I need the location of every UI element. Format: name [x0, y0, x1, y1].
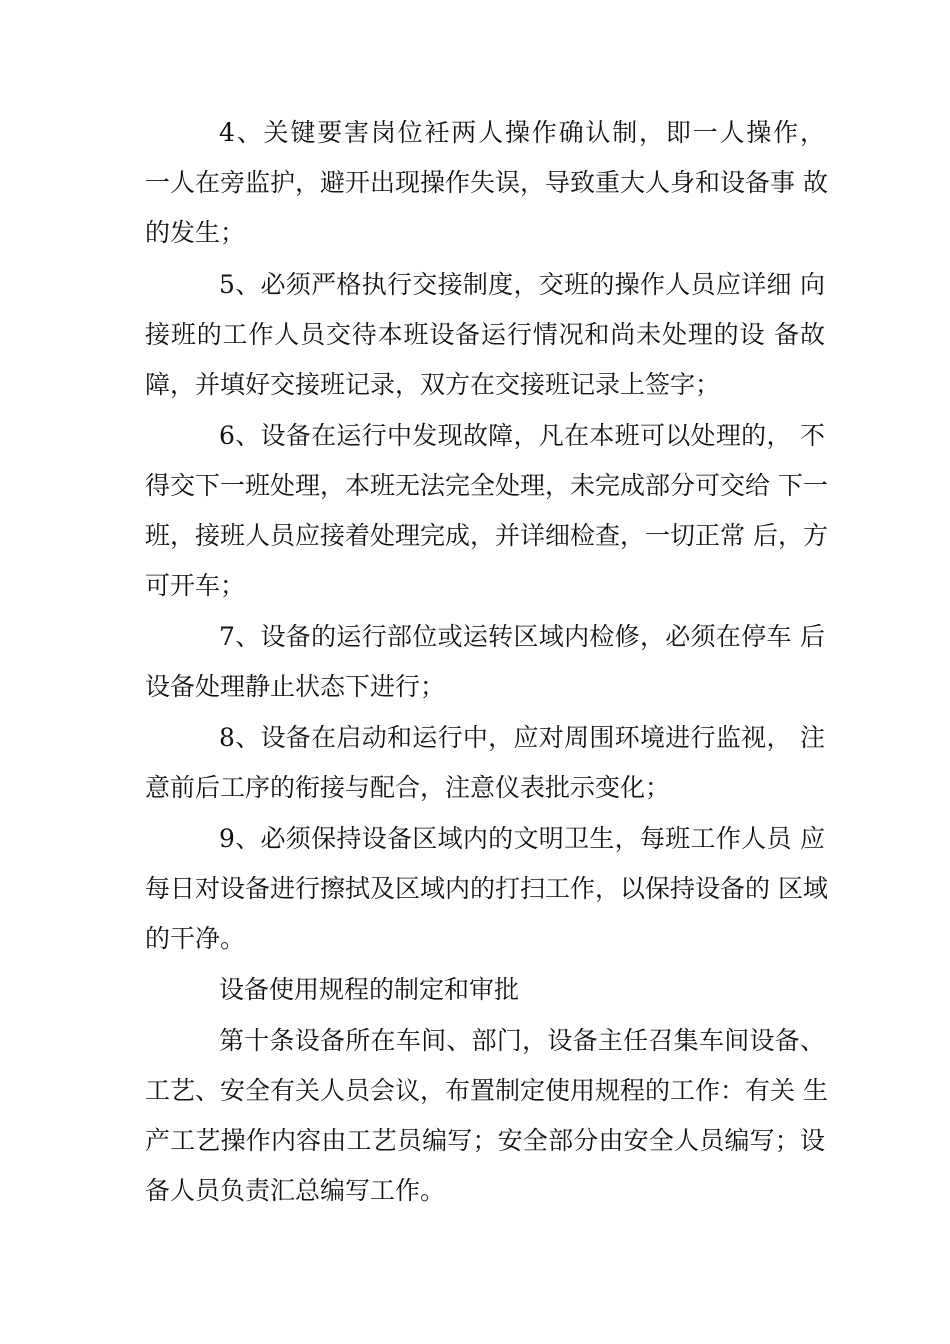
paragraph-8-line-1: 8、设备在启动和运行中，应对周围环境进行监视， 注	[219, 723, 825, 752]
paragraph-5-line-1: 5、必须严格执行交接制度，交班的操作人员应详细 向	[219, 270, 825, 299]
paragraph-5-line-3: 障，并填好交接班记录，双方在交接班记录上签字；	[145, 370, 721, 399]
paragraph-6-line-4: 可开车；	[145, 571, 246, 600]
paragraph-9-line-2: 每日对设备进行擦拭及区域内的打扫工作，以保持设备的 区域	[145, 874, 828, 903]
section-heading: 设备使用规程的制定和审批	[219, 975, 520, 1004]
paragraph-5-line-2: 接班的工作人员交待本班设备运行情况和尚未处理的设 备故	[145, 320, 825, 349]
article-10-line-3: 产工艺操作内容由工艺员编写；安全部分由安全人员编写；设	[145, 1126, 825, 1155]
paragraph-7-line-2: 设备处理静止状态下进行；	[145, 672, 446, 701]
paragraph-6-line-2: 得交下一班处理，本班无法完全处理，未完成部分可交给 下一	[145, 471, 828, 500]
paragraph-4-line-3: 的发生；	[145, 218, 246, 247]
paragraph-8-line-2: 意前后工序的衔接与配合，注意仪表批示变化；	[145, 773, 671, 802]
paragraph-4-line-1: 4、关键要害岗位衽两人操作确认制，即一人操作，	[219, 118, 825, 147]
article-10-line-2: 工艺、安全有关人员会议，布置制定使用规程的工作：有关 生	[145, 1076, 828, 1105]
paragraph-7-line-1: 7、设备的运行部位或运转区域内检修，必须在停车 后	[219, 622, 825, 651]
paragraph-6-line-3: 班，接班人员应接着处理完成，并详细检查，一切正常 后，方	[145, 521, 828, 550]
paragraph-4-line-2: 一人在旁监护，避开出现操作失误，导致重大人身和设备事 故	[145, 168, 828, 197]
paragraph-9-line-1: 9、必须保持设备区域内的文明卫生，每班工作人员 应	[219, 824, 825, 853]
article-10-line-4: 备人员负责汇总编写工作。	[145, 1176, 446, 1205]
paragraph-6-line-1: 6、设备在运行中发现故障，凡在本班可以处理的， 不	[219, 421, 825, 450]
article-10-line-1: 第十条设备所在车间、部门，设备主任召集车间设备、	[219, 1026, 825, 1055]
paragraph-9-line-3: 的干净。	[145, 924, 246, 953]
